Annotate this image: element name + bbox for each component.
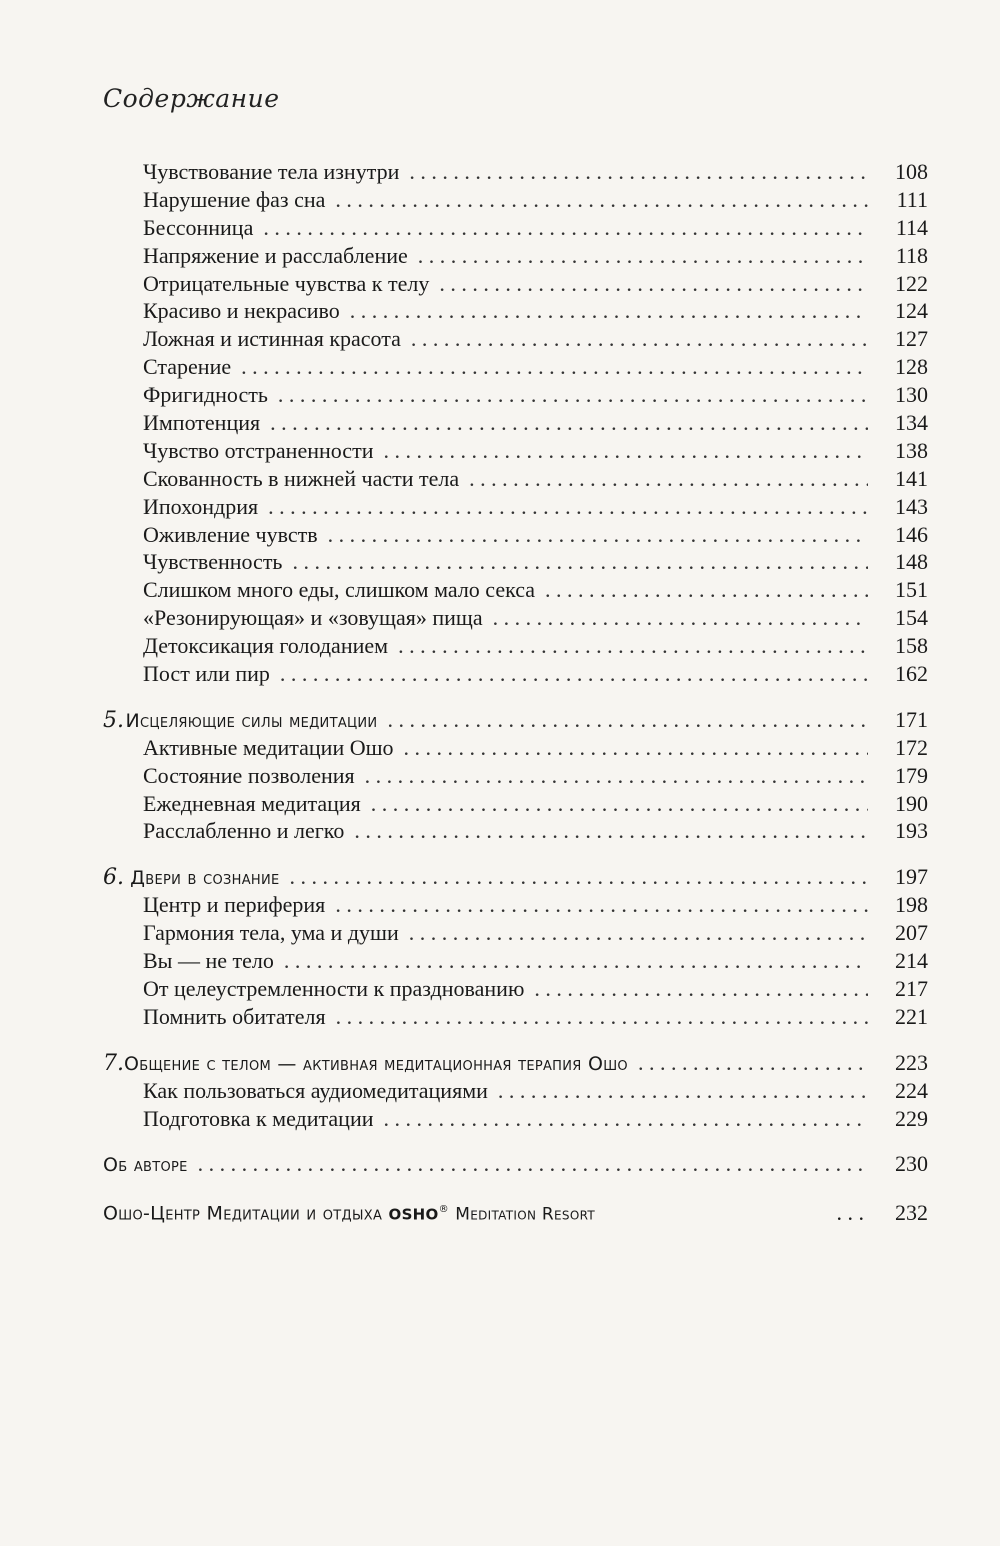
- dot-leader: [350, 297, 868, 325]
- page-number: 172: [895, 734, 928, 760]
- entry-title: Общение с телом — активная медитационная терапия Ошо: [124, 1052, 628, 1075]
- dot-leader: [328, 521, 868, 549]
- table-of-contents: [0, 158, 1000, 1224]
- toc-entry: [0, 975, 1000, 1003]
- page-number: 190: [895, 790, 928, 816]
- registered-mark: ®: [438, 1204, 449, 1216]
- page-number: 223: [895, 1049, 928, 1075]
- section-gap: [0, 688, 1000, 706]
- entry-title: Расслабленно и легко: [143, 818, 345, 844]
- toc-entry: [0, 734, 1000, 762]
- entry-title: Чувственность: [143, 549, 283, 575]
- page-number: 146: [895, 521, 928, 547]
- section-gap: [0, 1178, 1000, 1196]
- dot-leader: [411, 325, 868, 353]
- resort-title-suffix: Meditation Resort: [455, 1204, 595, 1225]
- chapter-entry: [0, 706, 1000, 734]
- entry-title: Двери в сознание: [130, 867, 280, 890]
- toc-entry: [0, 409, 1000, 437]
- dot-leader: [404, 734, 868, 762]
- dot-leader: [263, 214, 868, 242]
- toc-entry: [0, 353, 1000, 381]
- page-number: 230: [895, 1151, 928, 1177]
- toc-entry: [0, 790, 1000, 818]
- page-number: 122: [895, 270, 928, 296]
- dot-leader: [268, 493, 868, 521]
- entry-title: Отрицательные чувства к телу: [143, 270, 430, 296]
- toc-entry: [0, 325, 1000, 353]
- page-number: 162: [895, 661, 928, 687]
- page-number: 224: [895, 1077, 928, 1103]
- dot-leader: [498, 1077, 868, 1105]
- entry-title: Нарушение фаз сна: [143, 186, 326, 212]
- entry-title: Пост или пир: [143, 661, 270, 687]
- dot-leader: [371, 790, 868, 818]
- page-number: 128: [895, 354, 928, 380]
- dot-leader: [270, 409, 868, 437]
- dot-leader: [638, 1049, 868, 1077]
- page-number: 221: [895, 1003, 928, 1029]
- entry-title: Бессонница: [143, 214, 254, 240]
- chapter-entry: [0, 1049, 1000, 1077]
- dot-leader: [290, 863, 868, 891]
- page-number: 127: [895, 326, 928, 352]
- page-number: 197: [895, 864, 928, 890]
- dot-leader: [336, 1003, 868, 1031]
- entry-title: Фригидность: [143, 382, 268, 408]
- page-number: 118: [895, 242, 928, 268]
- dot-leader: [439, 270, 868, 298]
- toc-entry: [0, 242, 1000, 270]
- dot-leader: [383, 1105, 868, 1133]
- dot-leader: [354, 817, 868, 845]
- entry-title: [103, 1196, 595, 1229]
- entry-title: Активные медитации Ошо: [143, 734, 394, 760]
- dot-leader: [545, 576, 868, 604]
- entry-title: Слишком много еды, слишком мало секса: [143, 577, 536, 603]
- dot-leader: [534, 975, 868, 1003]
- toc-entry: [0, 762, 1000, 790]
- dot-leader: [387, 706, 868, 734]
- resort-entry: [0, 1196, 1000, 1224]
- resort-title-prefix: Ошо-Центр Медитации и отдыха: [103, 1202, 383, 1225]
- entry-title: Вы — не тело: [143, 948, 274, 974]
- toc-entry: [0, 919, 1000, 947]
- page-number: 111: [896, 186, 928, 212]
- chapter-number: 7.: [103, 1050, 124, 1076]
- entry-title: Центр и периферия: [143, 892, 326, 918]
- page-number: 198: [895, 892, 928, 918]
- page-number: 130: [895, 382, 928, 408]
- dot-leader: [365, 762, 868, 790]
- entry-title: Оживление чувств: [143, 521, 318, 547]
- osho-brand: OSHO: [388, 1205, 439, 1224]
- dot-leader: [469, 465, 868, 493]
- page-number: 229: [895, 1105, 928, 1131]
- entry-title: Состояние позволения: [143, 762, 355, 788]
- toc-entry: [0, 521, 1000, 549]
- page-number: 141: [895, 465, 928, 491]
- toc-entry: [0, 297, 1000, 325]
- entry-title: Ипохондрия: [143, 493, 259, 519]
- entry-title: Исцеляющие силы медитации: [125, 709, 378, 732]
- toc-entry: [0, 576, 1000, 604]
- dot-leader: [409, 158, 868, 186]
- toc-entry: [0, 548, 1000, 576]
- entry-title: «Резонирующая» и «зовущая» пища: [143, 605, 483, 631]
- page-number: 217: [895, 975, 928, 1001]
- toc-entry: [0, 186, 1000, 214]
- entry-title: Как пользоваться аудиомедитациями: [143, 1077, 488, 1103]
- entry-title: Об авторе: [103, 1154, 188, 1177]
- chapter-number: 5.: [103, 707, 124, 733]
- entry-title: Красиво и некрасиво: [143, 298, 340, 324]
- page-number: 134: [895, 410, 928, 436]
- page-number: 171: [895, 706, 928, 732]
- about-author-entry: [0, 1150, 1000, 1178]
- toc-entry: [0, 214, 1000, 242]
- page-number: 158: [895, 633, 928, 659]
- toc-entry: [0, 381, 1000, 409]
- toc-entry: [0, 947, 1000, 975]
- dot-leader: [278, 381, 868, 409]
- dot-leader: [198, 1150, 868, 1178]
- dot-leader: [493, 604, 868, 632]
- page-number: 148: [895, 549, 928, 575]
- chapter-number: 6.: [103, 865, 124, 891]
- toc-entry: [0, 1105, 1000, 1133]
- entry-title: Гармония тела, ума и души: [143, 920, 399, 946]
- page-number: 143: [895, 493, 928, 519]
- entry-title: Чувствование тела изнутри: [143, 159, 400, 184]
- dot-leader: [241, 353, 868, 381]
- dot-leader: [409, 919, 868, 947]
- toc-entry: [0, 493, 1000, 521]
- section-gap: [0, 1132, 1000, 1150]
- page-number: 108: [895, 159, 928, 184]
- toc-entry: [0, 270, 1000, 298]
- dot-leader: [292, 548, 868, 576]
- page-number: 214: [895, 948, 928, 974]
- dot-leader: [335, 891, 868, 919]
- entry-title: Ложная и истинная красота: [143, 326, 401, 352]
- entry-title: Старение: [143, 354, 232, 380]
- toc-entry: [0, 604, 1000, 632]
- section-gap: [0, 845, 1000, 863]
- dot-leader: [398, 632, 868, 660]
- toc-entry: [0, 660, 1000, 688]
- page-number: 232: [895, 1199, 928, 1225]
- entry-title: Детоксикация голоданием: [143, 633, 389, 659]
- page-number: 207: [895, 920, 928, 946]
- entry-title: Подготовка к медитации: [143, 1105, 374, 1131]
- entry-title: Чувство отстраненности: [143, 437, 374, 463]
- toc-entry: [0, 465, 1000, 493]
- page-number: 138: [895, 437, 928, 463]
- running-head: Содержание: [103, 84, 280, 113]
- entry-title: Скованность в нижней части тела: [143, 465, 460, 491]
- section-gap: [0, 1031, 1000, 1049]
- entry-title: Напряжение и расслабление: [143, 242, 408, 268]
- dot-leader: [418, 242, 868, 270]
- entry-title: Ежедневная медитация: [143, 790, 361, 816]
- chapter-entry: [0, 863, 1000, 891]
- dot-leader: [383, 437, 868, 465]
- toc-entry: [0, 437, 1000, 465]
- entry-title: От целеустремленности к празднованию: [143, 975, 525, 1001]
- entry-title: Импотенция: [143, 410, 261, 436]
- page-number: 193: [895, 818, 928, 844]
- toc-entry: [0, 632, 1000, 660]
- page-number: 151: [895, 577, 928, 603]
- toc-entry: [0, 817, 1000, 845]
- page-number: 114: [895, 214, 928, 240]
- dot-leader: [280, 660, 868, 688]
- toc-entry: [0, 1077, 1000, 1105]
- toc-entry: [0, 158, 1000, 186]
- entry-title: Помнить обитателя: [143, 1003, 326, 1029]
- page-number: 179: [895, 762, 928, 788]
- dot-leader: [335, 186, 868, 214]
- toc-entry: [0, 891, 1000, 919]
- short-leader: . . .: [836, 1199, 864, 1225]
- page-number: 154: [895, 605, 928, 631]
- dot-leader: [284, 947, 868, 975]
- page-number: 124: [895, 298, 928, 324]
- toc-entry: [0, 1003, 1000, 1031]
